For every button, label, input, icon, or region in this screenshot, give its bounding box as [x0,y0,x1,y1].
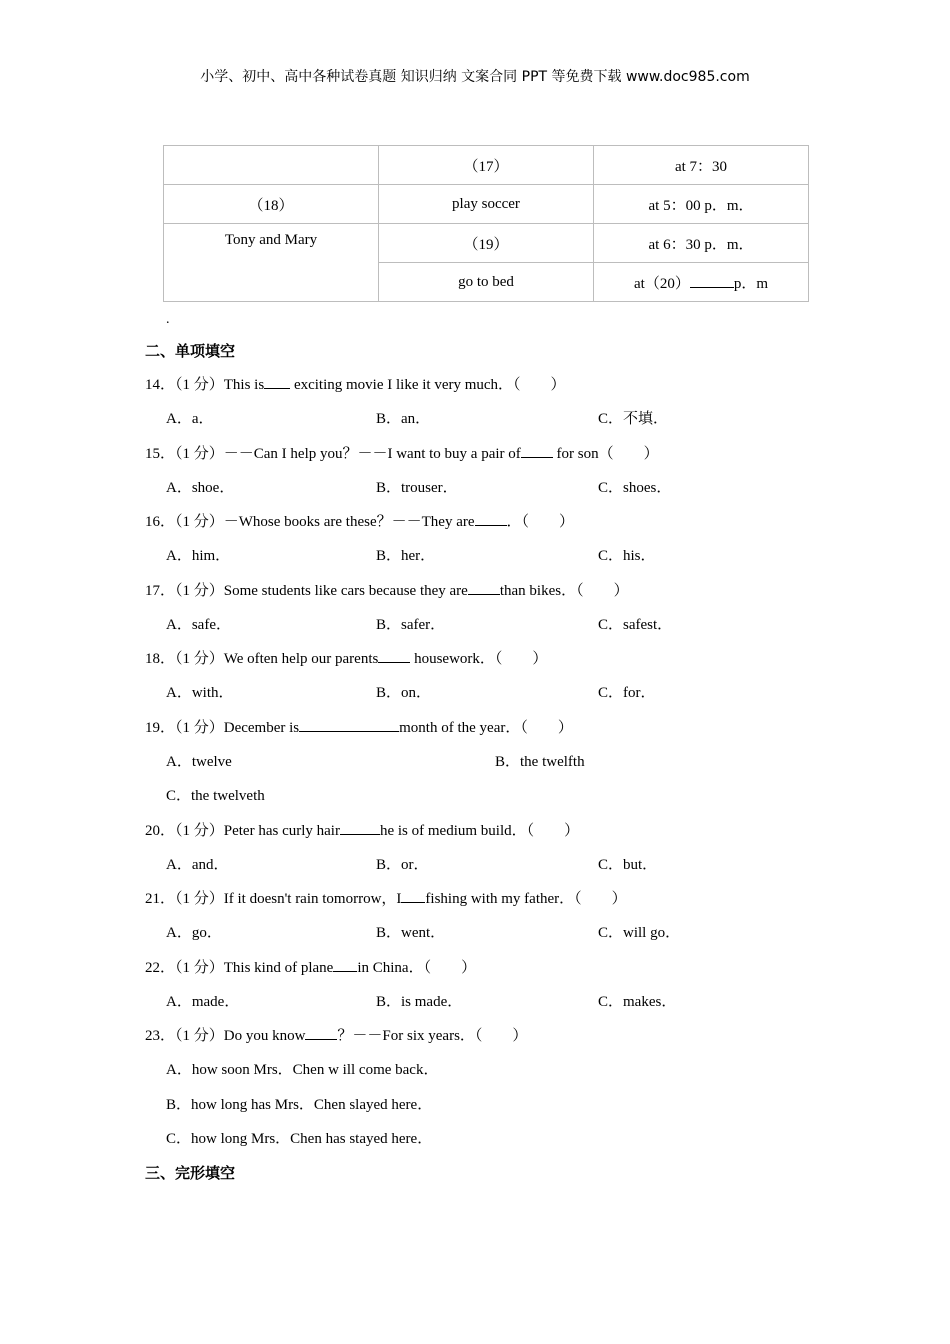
option-c: C．how long Mrs．Chen has stayed here． [166,1131,433,1147]
table-cell [164,146,379,185]
question-text: 17．（1 分）Some students like cars because they are [145,583,468,599]
option-c: C．but． [598,857,658,873]
table-cell: play soccer [379,185,594,224]
option-b: B．went． [376,925,446,941]
option-c: C．for． [598,685,656,701]
answer-blank [264,375,290,389]
option-b: B．the twelfth [495,754,585,770]
option-a: A．safe． [166,617,231,633]
question-text: 19．（1 分）December is [145,720,300,736]
table-cell: （19） [379,224,594,263]
question-text: ？－－For six years．（ ） [337,1028,528,1044]
option-c: C．makes． [598,994,677,1010]
option-b: B．is made． [376,994,463,1010]
question-23 [145,1024,527,1045]
question-text: 16．（1 分）－Whose books are these？－－They are [145,514,475,530]
question-text: for son（ ） [552,446,659,462]
time-suffix: p．m [733,275,768,292]
question-19 [145,716,573,737]
option-c: C．will go． [598,925,681,941]
answer-blank [521,444,553,458]
option-a: A．twelve [166,754,232,770]
table-row [164,224,809,263]
option-a: A．a． [166,411,214,427]
question-text: month of the year．（ ） [399,720,573,736]
question-20 [145,819,579,840]
table-cell: （17） [379,146,594,185]
page-header: 小学、初中、高中各种试卷真题 知识归纳 文案合同 PPT 等免费下载 www.doc985.com [200,69,750,85]
table-cell: go to bed [379,263,594,302]
question-text: 21．（1 分）If it doesn't rain tomorrow，I [145,891,402,907]
question-text: in China．（ ） [357,960,477,976]
question-text: he is of medium build．（ ） [379,823,580,839]
question-text: 23．（1 分）Do you know [145,1028,306,1044]
question-21 [145,887,627,908]
answer-blank [690,274,734,288]
option-b: B．or． [376,857,429,873]
option-a: A．and． [166,857,229,873]
answer-blank [401,889,425,903]
table-cell: Tony and Mary [164,224,379,302]
option-c: C．the twelveth [166,788,265,804]
option-a: A．him． [166,548,231,564]
option-b: B．on． [376,685,432,701]
option-a: A．how soon Mrs．Chen w ill come back． [166,1062,439,1078]
table-row [164,146,809,185]
question-15 [145,442,659,463]
question-22 [145,956,476,977]
option-c: C．his． [598,548,656,564]
option-b: B．safer． [376,617,446,633]
section-title: 三、完形填空 [145,1164,236,1182]
option-c: C．不填． [598,411,669,427]
option-b: B．trouser． [376,480,458,496]
schedule-table [163,145,809,302]
table-cell: at 7：30 [594,146,809,185]
question-text: 20．（1 分）Peter has curly hair [145,823,340,839]
option-a: A．shoe． [166,480,235,496]
question-text: 15．（1 分）－－Can I help you？－－I want to buy a pair of [145,446,521,462]
question-17 [145,579,629,600]
option-b: B．an． [376,411,431,427]
option-a: A．made． [166,994,240,1010]
option-b: B．how long has Mrs．Chen slayed here． [166,1097,433,1113]
table-cell: （18） [164,185,379,224]
question-16 [145,510,574,531]
table-row [164,185,809,224]
answer-blank [378,649,410,663]
table-cell: at 5：00 p．m． [594,185,809,224]
table-cell: at 6：30 p．m． [594,224,809,263]
answer-blank [333,958,357,972]
question-text: housework．（ ） [410,651,548,667]
option-a: A．with． [166,685,234,701]
question-text: 22．（1 分）This kind of plane [145,960,334,976]
blank-label: at（20） [634,275,690,292]
question-text: exciting movie I like it very much．（ ） [290,377,566,393]
option-b: B．her． [376,548,436,564]
option-a: A．go． [166,925,222,941]
answer-blank [475,512,507,526]
question-text: ．（ ） [506,514,575,530]
option-c: C．safest． [598,617,673,633]
question-18 [145,647,547,668]
question-14 [145,373,566,394]
question-text: 18．（1 分）We often help our parents [145,651,379,667]
option-c: C．shoes． [598,480,672,496]
answer-blank [299,718,399,732]
stray-dot: . [166,312,170,327]
section-title: 二、单项填空 [145,342,236,360]
question-text: than bikes．（ ） [499,583,629,599]
answer-blank [305,1026,337,1040]
question-text: fishing with my father．（ ） [425,891,627,907]
question-text: 14．（1 分）This is [145,377,265,393]
table-cell [594,263,809,302]
answer-blank [340,821,380,835]
answer-blank [468,581,500,595]
